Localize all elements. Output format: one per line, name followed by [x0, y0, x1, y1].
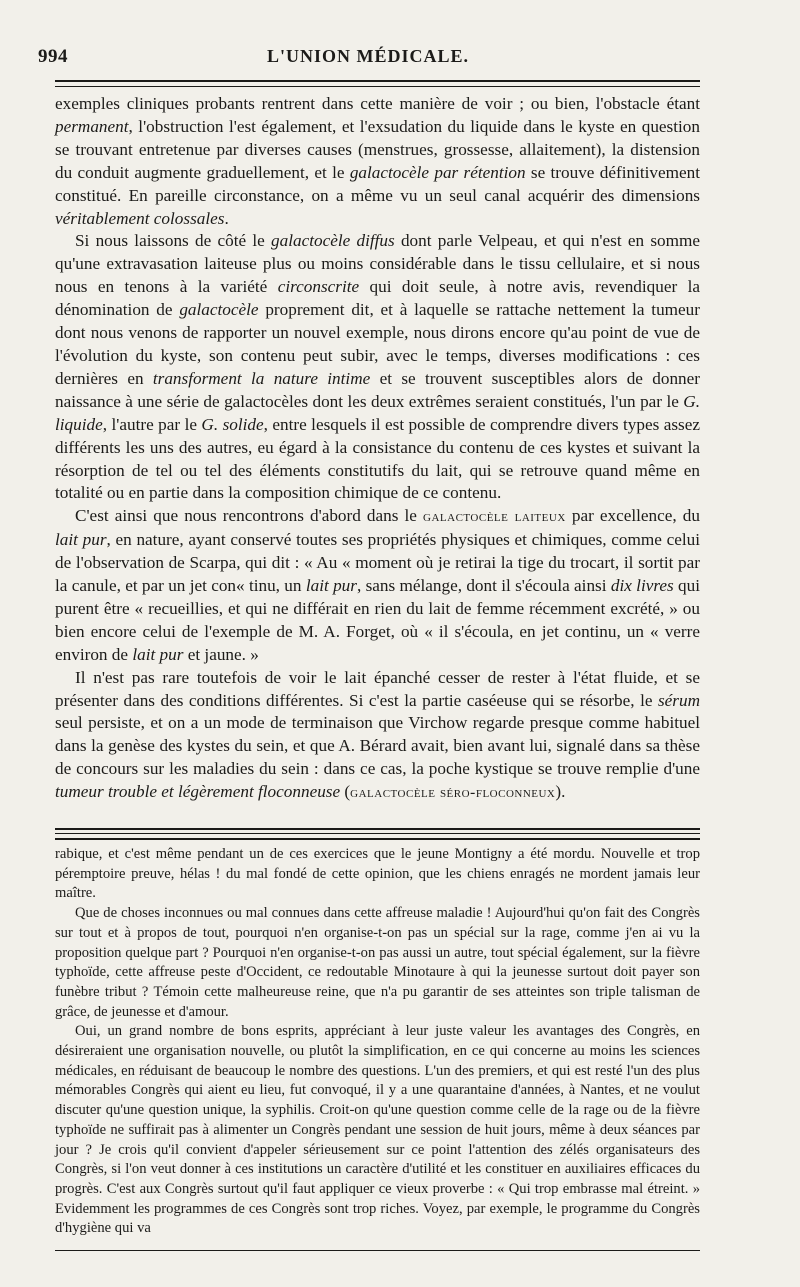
italic-span: galactocèle par rétention	[349, 162, 526, 182]
text-span: exemples cliniques probants rentrent dans cette manière de voir ; ou bien, l'obstacle étant	[55, 94, 700, 113]
italic-span: véritablement colossales	[55, 208, 225, 228]
footer-rule	[55, 1250, 700, 1251]
smallcaps-span: galactocèle laiteux	[423, 508, 566, 526]
article-paragraph-1	[55, 93, 700, 230]
text-span: qui purent être « recueillies, et qui ne différait en rien du lait de femme récemment excrété, » ou bien encore celui de l'exemple de M. A. Forget, où « il s'écoula, en jet continu, un « verre environ de	[55, 576, 701, 664]
text-span: , l'obstruction l'est également, et l'exsudation du liquide dans le kyste en question se trouvant entretenue par diverses causes (menstrues, grossesse, allaitement), la distension du conduit augmente graduellement, et le	[55, 116, 700, 182]
text-span: qui doit seule, à notre avis, revendiquer la dénomination de	[55, 277, 700, 320]
text-span: et jaune. »	[183, 644, 259, 664]
article-body	[55, 93, 700, 805]
text-span: proprement dit, et à laquelle se rattache nettement la tumeur dont nous venons de rapporter un nouvel exemple, nous dirons encore qu'au point de vue de l'évolution du kyste, son contenu peut subir, avec le temps, diverses modifications : ces dernières en	[55, 300, 700, 388]
text-span: Il n'est pas rare toutefois de voir le lait épanché cesser de rester à l'état fluide, et se présenter dans des conditions différentes. Si c'est la partie caséeuse qui se résorbe, le	[55, 667, 700, 710]
italic-span: sérum	[657, 690, 700, 710]
italic-span: galactocèle diffus	[271, 231, 395, 251]
italic-span: permanent	[55, 116, 129, 136]
article-paragraph-3	[55, 505, 700, 666]
header-rule-thick	[55, 80, 700, 82]
text-span: dont parle Velpeau, et qui n'est en somme qu'une extravasation laiteuse plus ou moins considérable dans le tissu cellulaire, et si nous nous en tenons à la variété	[55, 231, 700, 297]
italic-span: lait pur	[132, 644, 184, 664]
italic-span: transforment la nature intime	[152, 368, 371, 388]
text-span: , l'autre par le	[102, 414, 202, 434]
page-number: 994	[38, 46, 68, 67]
text-span: par excellence, du	[565, 506, 700, 526]
feuilleton-rule-middle	[55, 833, 700, 834]
text-span: Si nous laissons de côté le	[75, 231, 272, 251]
feuilleton-paragraph-2: Que de choses inconnues ou mal connues dans cette affreuse maladie ! Aujourd'hui qu'on fait des Congrès sur tout et à propos de tout, pourquoi n'en organise-t-on pas un spécial sur la rage, comme j'en ai vu la proposition quelque part ? Pourquoi n'en organise-t-on pas aussi un autre, tout spécial également, sur la fièvre typhoïde, cette affreuse peste d'Occident, ce redoutable Minotaure à qui la jeunesse surtout doit payer son funèbre tribut ? Témoin cette malheureuse reine, que n'a pu garantir de ses atteintes son triple talisman de grâce, de jeunesse et d'amour.	[55, 905, 700, 1020]
italic-span: circonscrite	[277, 277, 360, 297]
feuilleton-paragraph-1: rabique, et c'est même pendant un de ces exercices que le jeune Montigny a été mordu. Nouvelle et trop péremptoire preuve, hélas ! du mal fondé de cette opinion, que les chiens enragés ne mordent jamais leur maître.	[55, 846, 700, 902]
italic-span: dix livres	[610, 576, 674, 596]
feuilleton-rule-top	[55, 828, 700, 830]
article-paragraph-2	[55, 230, 700, 505]
italic-span: lait pur	[305, 576, 357, 596]
text-span: .	[224, 208, 229, 228]
page-header	[38, 46, 698, 74]
text-span: , sans mélange, dont il s'écoula ainsi	[356, 576, 611, 596]
header-rule-thin	[55, 86, 700, 87]
text-span: et se trouvent susceptibles alors de donner naissance à une série de galactocèles dont les deux extrêmes seraient constitués, l'un par le	[55, 368, 700, 411]
text-span: , en nature, ayant conservé toutes ses propriétés physiques et chimiques, comme celui de l'observation de Scarpa, qui dit : « Au « moment où je retirai la tige du trocart, il sortit par la canule, et par un jet con« tinu, un	[55, 530, 701, 596]
feuilleton-paragraph-3: Oui, un grand nombre de bons esprits, appréciant à leur juste valeur les avantages des Congrès, en désireraient une organisation nouvelle, ou plutôt la simplification, en ce qui concerne au moins les sciences médicales, en réduisant de beaucoup le nombre des questions. L'un des premiers, et qui est resté l'un des plus mémorables Congrès qui aient eu lieu, fut convoqué, il y a une quarantaine d'années, à Nantes, et ne voulut discuter qu'une question unique, la syphilis. Croit-on qu'une question comme celle de la rage ou de la fièvre typhoïde ne suffirait pas à alimenter un Congrès pendant une session de huit jours, même à deux séances par jour ? Je crois qu'il convient d'appeler sérieusement sur ce point l'attention des zélés organisateurs des Congrès, si l'on veut donner à ces institutions un caractère d'utilité et les constituer en auxiliaires efficaces du progrès. C'est aux Congrès surtout qu'il faut appliquer ce vieux proverbe : « Qui trop embrasse mal étreint. » Evidemment les programmes de ces Congrès sont trop riches. Voyez, par exemple, le programme du Congrès d'hygiène qui va	[55, 1023, 700, 1237]
italic-span: G. solide	[201, 414, 264, 434]
feuilleton-body	[55, 845, 700, 1239]
journal-title: L'UNION MÉDICALE.	[266, 46, 470, 66]
text-span: (	[340, 782, 351, 802]
italic-span: G. liquide	[55, 391, 700, 434]
text-span: ).	[555, 782, 566, 802]
text-span: C'est ainsi que nous rencontrons d'abord dans le	[75, 506, 424, 526]
feuilleton-rule-bottom	[55, 838, 700, 840]
article-paragraph-4	[55, 667, 700, 805]
smallcaps-span: galactocèle séro-floconneux	[350, 784, 556, 802]
text-span: , entre lesquels il est possible de comprendre divers types assez différents les uns des autres, eu égard à la consistance du contenu de ces kystes et suivant la résorption de tel ou tel des éléments constitutifs du lait, qui se retrouve quand même en totalité ou en partie dans la composition chimique de ce contenu.	[55, 414, 700, 503]
italic-span: tumeur trouble et légèrement floconneuse	[55, 782, 341, 802]
text-span: se trouve définitivement constitué. En pareille circonstance, on a même vu un seul canal acquérir des dimensions	[55, 162, 700, 205]
italic-span: galactocèle	[179, 300, 259, 320]
italic-span: lait pur	[55, 530, 107, 550]
text-span: seul persiste, et on a un mode de terminaison que Virchow regarde presque comme habituel dans la genèse des kystes du sein, et que A. Bérard avait, bien avant lui, signalé dans sa thèse de concours sur les maladies du sein : dans ce cas, la poche kystique se trouve remplie d'une	[55, 713, 700, 779]
